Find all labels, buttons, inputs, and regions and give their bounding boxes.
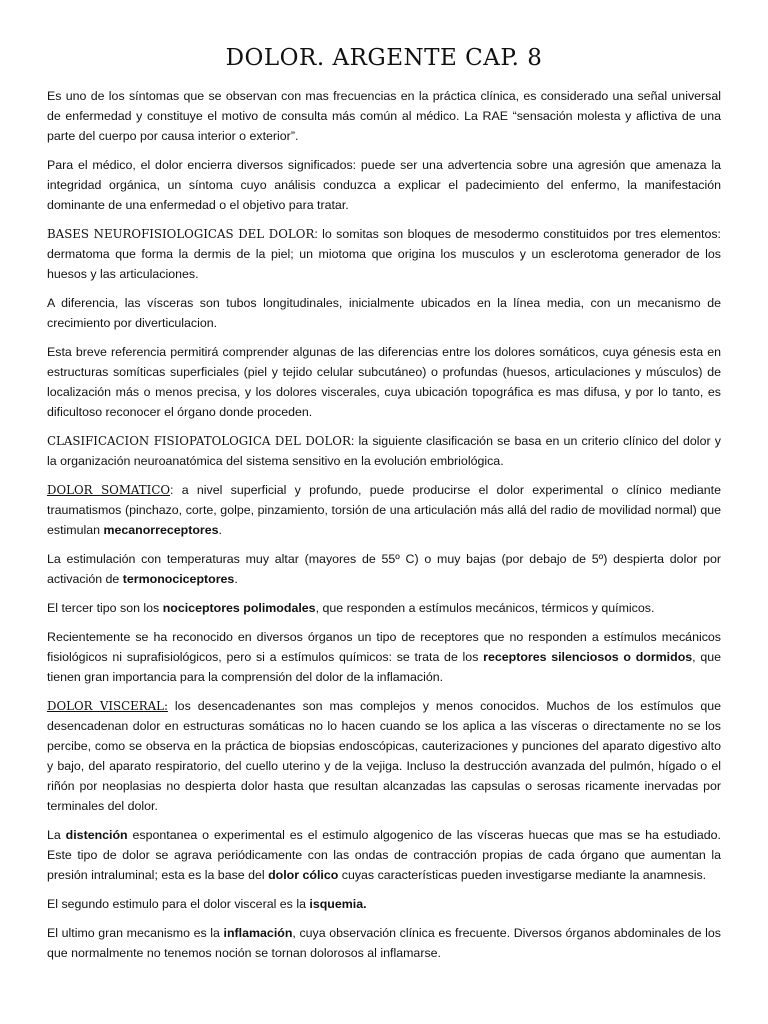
paragraph-text: El ultimo gran mecanismo es la <box>47 926 224 940</box>
section-heading-classification: CLASIFICACION FISIOPATOLOGICA DEL DOLOR <box>47 434 351 448</box>
document-body <box>47 86 721 972</box>
bold-term: distención <box>65 828 128 842</box>
paragraph-ischemia <box>47 894 721 914</box>
paragraph-text-end: , que responden a estímulos mecánicos, térmicos y químicos. <box>315 601 655 615</box>
paragraph-medical-meaning: Para el médico, el dolor encierra diversos significados: puede ser una advertencia sobre una agresión que amenaza la integridad orgánica, un síntoma cuyo análisis conduzca a explicar el padecimiento del enfermo, la manifestación dominante de una enfermedad o el objetivo para tratar. <box>47 158 721 212</box>
bold-term: mecanorreceptores <box>103 523 219 537</box>
paragraph-text: Recientemente se ha reconocido en diversos órganos un tipo de receptores que no responden a estímulos mecánicos fisiológicos ni suprafisiológicos, pero si a estímulos químicos: se trata de los <box>47 630 721 664</box>
section-heading-bases: BASES NEUROFISIOLOGICAS DEL DOLOR <box>47 227 315 241</box>
paragraph-viscera: A diferencia, las vísceras son tubos longitudinales, inicialmente ubicados en la línea media, con un mecanismo de crecimiento por diverticulacion. <box>47 296 721 330</box>
paragraph-silent-receptors <box>47 627 721 687</box>
paragraph-text: La <box>47 828 66 842</box>
page-title: DOLOR. ARGENTE CAP. 8 <box>225 45 543 71</box>
paragraph-text-end: cuyas características pueden investigarse mediante la anamnesis. <box>338 868 707 882</box>
paragraph-thermal <box>47 549 721 589</box>
paragraph-text: El segundo estimulo para el dolor visceral es la <box>47 897 310 911</box>
bold-term: inflamación <box>223 926 293 940</box>
paragraph-text: : a nivel superficial y profundo, puede producirse el dolor experimental o clínico mediante traumatismos (pinchazo, corte, golpe, pinzamiento, torsión de una articulación más allá del radio de movilidad normal) que estimulan <box>47 483 721 537</box>
paragraph-distention <box>47 825 721 885</box>
bold-term: dolor cólico <box>268 868 339 882</box>
paragraph-text: : lo somitas son bloques de mesodermo constituidos por tres elementos: dermatoma que forma la dermis de la piel; un miotoma que origina los musculos y un esclerotoma generador de los huesos y las articulaciones. <box>47 227 721 281</box>
section-heading-somatic: DOLOR SOMATICO <box>47 483 171 497</box>
bold-term: receptores silenciosos o dormidos <box>483 650 693 664</box>
paragraph-classification <box>47 431 721 471</box>
paragraph-text: : la siguiente clasificación se basa en un criterio clínico del dolor y la organización neuroanatómica del sistema sensitivo en la evolución embriológica. <box>47 434 721 468</box>
paragraph-text-end: , que tienen gran importancia para la comprensión del dolor de la inflamación. <box>47 650 721 684</box>
paragraph-text: El tercer tipo son los <box>47 601 163 615</box>
bold-term: termonociceptores <box>122 572 235 586</box>
section-heading-visceral: DOLOR VISCERAL: <box>47 699 168 713</box>
paragraph-text-end: , cuya observación clínica es frecuente. Diversos órganos abdominales de los que normalmente no tenemos noción se tornan dolorosos al inflamarse. <box>47 926 721 960</box>
paragraph-visceral-pain <box>47 696 721 816</box>
paragraph-polymodal <box>47 598 721 618</box>
bold-term: nociceptores polimodales <box>162 601 316 615</box>
paragraph-neurophysiological-bases <box>47 224 721 284</box>
paragraph-somatic-pain <box>47 480 721 540</box>
paragraph-text: los desencadenantes son mas complejos y menos conocidos. Muchos de los estímulos que desencadenan dolor en estructuras somáticas no lo hacen cuando se los aplica a las vísceras o directamente no se los percibe, como se observa en la práctica de biopsias endoscópicas, cauterizaciones y punciones del aparato digestivo alto y bajo, del aparato respiratorio, del cuello uterino y de la vejiga. Incluso la destrucción avanzada del pulmón, hígado o el riñón por neoplasias no despierta dolor hasta que resultan alcanzadas las capsulas o serosas ricamente inervadas por terminales del dolor. <box>47 699 721 813</box>
paragraph-text-mid: espontanea o experimental es el estimulo algogenico de las vísceras huecas que mas se ha estudiado. Este tipo de dolor se agrava periódicamente con las ondas de contracción propias de cada órgano que aumentan la presión intraluminal; esta es la base del <box>47 828 721 882</box>
paragraph-intro: Es uno de los síntomas que se observan con mas frecuencias en la práctica clínica, es considerado una señal universal de enfermedad y constituye el motivo de consulta más común al médico. La RAE “sensación molesta y aflictiva de una parte del cuerpo por causa interior o exterior”. <box>47 89 721 143</box>
paragraph-inflammation <box>47 923 721 963</box>
paragraph-text-end: . <box>234 572 238 586</box>
paragraph-somatic-visceral-diff: Esta breve referencia permitirá comprender algunas de las diferencias entre los dolores somáticos, cuya génesis esta en estructuras somíticas superficiales (piel y tejido celular subcutáneo) o profundas (huesos, articulaciones y músculos) de localización más o menos precisa, y los dolores viscerales, cuya ubicación topográfica es mas difusa, y por lo tanto, es dificultoso reconocer el órgano donde proceden. <box>47 345 721 419</box>
paragraph-text: La estimulación con temperaturas muy altar (mayores de 55º C) o muy bajas (por debajo de 5º) despierta dolor por activación de <box>47 552 721 586</box>
bold-term: isquemia. <box>309 897 367 911</box>
paragraph-text-end: . <box>218 523 222 537</box>
